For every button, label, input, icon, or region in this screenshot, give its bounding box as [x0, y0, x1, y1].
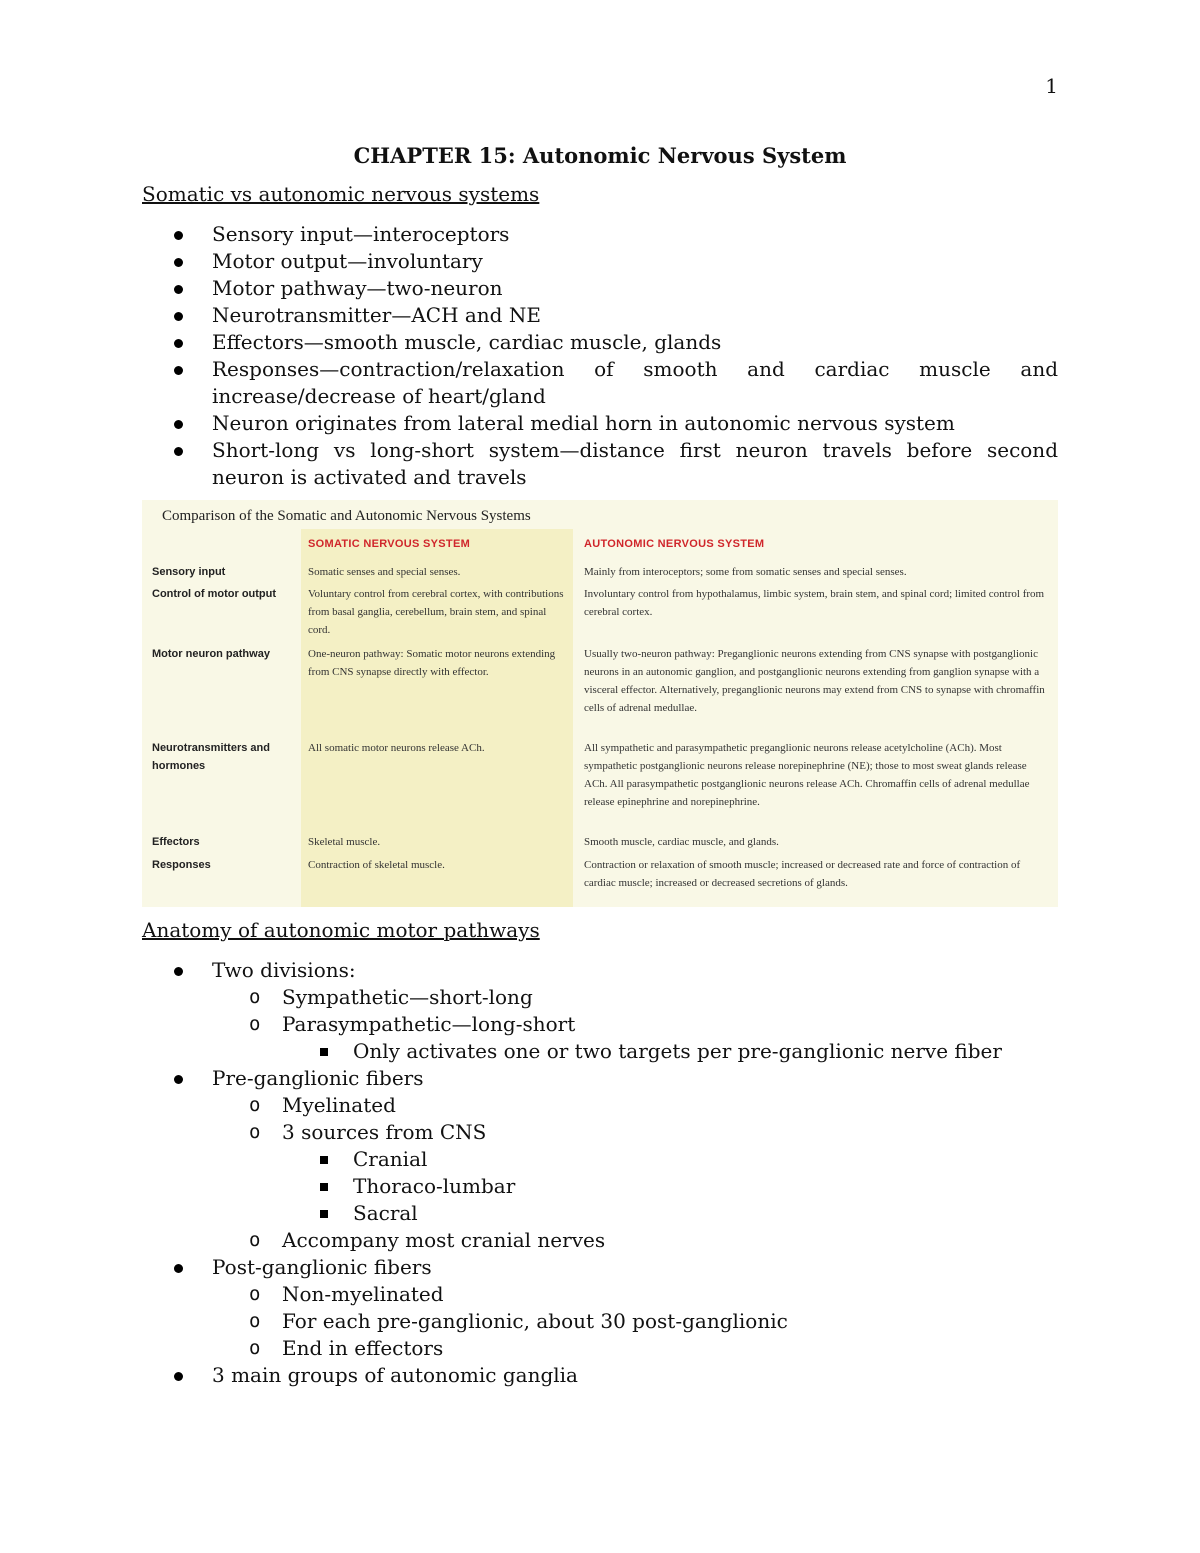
row-label: Sensory input	[152, 566, 226, 578]
list-item	[282, 1038, 1058, 1065]
square-bullet-icon	[320, 1210, 328, 1218]
bullet-icon	[174, 285, 183, 294]
list-item-text: Post-ganglionic fibers	[212, 1255, 432, 1279]
list-item	[142, 329, 1058, 356]
sublist	[212, 1092, 1058, 1254]
list-item-text: Parasympathetic—long-short	[282, 1012, 576, 1036]
autonomic-cell: All sympathetic and parasympathetic preganglionic neurons release acetylcholine (ACh). Most sympathetic postganglionic neurons release norepinephrine (NE); those to most sweat glands release ACh. All parasympathetic postganglionic neurons release ACh. Chromaffin cells of adrenal medullae release epinephrine and norepinephrine.	[584, 742, 1030, 808]
list-item-text: Thoraco-lumbar	[353, 1174, 516, 1198]
list-item	[142, 1254, 1058, 1362]
bullet-icon	[174, 231, 183, 240]
list-item	[142, 437, 1058, 491]
square-bullet-icon	[320, 1183, 328, 1191]
list-item	[142, 302, 1058, 329]
list-item-text: 3 sources from CNS	[282, 1120, 487, 1144]
list-item	[212, 1092, 1058, 1119]
autonomic-cell: Contraction or relaxation of smooth muscle; increased or decreased rate and force of contraction of cardiac muscle; increased or decreased secretions of glands.	[584, 859, 1021, 889]
list-item	[212, 984, 1058, 1011]
anatomy-list	[142, 957, 1058, 1389]
list-item	[142, 248, 1058, 275]
circle-bullet-icon: o	[249, 1121, 261, 1143]
bullet-icon	[174, 967, 183, 976]
table-title: Comparison of the Somatic and Autonomic Nervous Systems	[162, 508, 531, 524]
list-item	[142, 410, 1058, 437]
list-item-text: Responses—contraction/relaxation of smooth and cardiac muscle and increase/decrease of heart/gland	[212, 357, 1058, 408]
autonomic-cell: Smooth muscle, cardiac muscle, and glands.	[584, 836, 779, 848]
list-item	[142, 275, 1058, 302]
list-item	[282, 1173, 1058, 1200]
somatic-vs-autonomic-list	[142, 221, 1058, 491]
list-item-text: End in effectors	[282, 1336, 444, 1360]
row-label: Neurotransmitters and hormones	[152, 742, 270, 772]
row-label: Responses	[152, 859, 211, 871]
page-title: CHAPTER 15: Autonomic Nervous System	[353, 143, 847, 168]
list-item-text: Short-long vs long-short system—distance first neuron travels before second neuron is activated and travels	[212, 438, 1058, 489]
list-item-text: 3 main groups of autonomic ganglia	[212, 1363, 578, 1387]
autonomic-cell: Usually two-neuron pathway: Preganglionic neurons extending from CNS synapse with postganglionic neurons in an autonomic ganglion, and postganglionic neurons extending from ganglion synapse with a visceral effector. Alternatively, preganglionic neurons may extend from CNS to synapse with chromaffin cells of adrenal medullae.	[584, 648, 1045, 714]
bullet-icon	[174, 366, 183, 375]
list-item	[142, 1065, 1058, 1254]
list-item-text: Motor pathway—two-neuron	[212, 276, 503, 300]
list-item	[142, 1362, 1058, 1389]
list-item	[212, 1119, 1058, 1227]
circle-bullet-icon: o	[249, 1283, 261, 1305]
somatic-cell: Voluntary control from cerebral cortex, with contributions from basal ganglia, cerebellum, brain stem, and spinal cord.	[308, 588, 564, 636]
sublist	[212, 1281, 1058, 1362]
list-item-text: Only activates one or two targets per pre-ganglionic nerve fiber	[353, 1039, 1002, 1063]
row-label: Motor neuron pathway	[152, 648, 270, 660]
circle-bullet-icon: o	[249, 1337, 261, 1359]
page-number: 1	[1045, 74, 1058, 98]
list-item-text: Sympathetic—short-long	[282, 985, 533, 1009]
row-label: Effectors	[152, 836, 200, 848]
list-item-text: Accompany most cranial nerves	[282, 1228, 606, 1252]
list-item-text: Cranial	[353, 1147, 428, 1171]
circle-bullet-icon: o	[249, 1094, 261, 1116]
autonomic-cell: Involuntary control from hypothalamus, limbic system, brain stem, and spinal cord; limited control from cerebral cortex.	[584, 588, 1045, 618]
somatic-cell: Skeletal muscle.	[308, 836, 381, 848]
list-item	[142, 356, 1058, 410]
somatic-cell: Contraction of skeletal muscle.	[308, 859, 445, 871]
section-heading-anatomy: Anatomy of autonomic motor pathways	[142, 918, 540, 942]
list-item	[212, 1011, 1058, 1065]
list-item-text: Sacral	[353, 1201, 418, 1225]
list-item-text: Neurotransmitter—ACH and NE	[212, 303, 541, 327]
sublist	[212, 984, 1058, 1065]
list-item-text: Myelinated	[282, 1093, 396, 1117]
list-item	[142, 221, 1058, 248]
list-item	[282, 1146, 1058, 1173]
list-item	[212, 1227, 1058, 1254]
bullet-icon	[174, 339, 183, 348]
list-item	[212, 1335, 1058, 1362]
square-bullet-icon	[320, 1156, 328, 1164]
sublist	[282, 1038, 1058, 1065]
bullet-icon	[174, 1264, 183, 1273]
column-header-autonomic: AUTONOMIC NERVOUS SYSTEM	[584, 538, 765, 550]
somatic-cell: Somatic senses and special senses.	[308, 566, 461, 578]
list-item-text: Effectors—smooth muscle, cardiac muscle, glands	[212, 330, 722, 354]
circle-bullet-icon: o	[249, 1229, 261, 1251]
list-item-text: Non-myelinated	[282, 1282, 444, 1306]
bullet-icon	[174, 312, 183, 321]
column-header-somatic: SOMATIC NERVOUS SYSTEM	[308, 538, 471, 550]
comparison-table-figure	[142, 500, 1058, 907]
circle-bullet-icon: o	[249, 1310, 261, 1332]
list-item-text: Pre-ganglionic fibers	[212, 1066, 424, 1090]
circle-bullet-icon: o	[249, 1013, 261, 1035]
list-item	[142, 957, 1058, 1065]
list-item-text: For each pre-ganglionic, about 30 post-ganglionic	[282, 1309, 788, 1333]
bullet-icon	[174, 447, 183, 456]
list-item-text: Neuron originates from lateral medial horn in autonomic nervous system	[212, 411, 955, 435]
list-item-text: Two divisions:	[212, 958, 356, 982]
sublist	[282, 1146, 1058, 1227]
bullet-icon	[174, 258, 183, 267]
bullet-icon	[174, 1372, 183, 1381]
somatic-cell: All somatic motor neurons release ACh.	[308, 742, 485, 754]
row-label: Control of motor output	[152, 588, 277, 600]
circle-bullet-icon: o	[249, 986, 261, 1008]
section-heading-somatic-vs-autonomic: Somatic vs autonomic nervous systems	[142, 182, 540, 206]
somatic-cell: One-neuron pathway: Somatic motor neurons extending from CNS synapse directly with effector.	[308, 648, 556, 678]
list-item	[282, 1200, 1058, 1227]
bullet-icon	[174, 1075, 183, 1084]
list-item	[212, 1308, 1058, 1335]
autonomic-cell: Mainly from interoceptors; some from somatic senses and special senses.	[584, 566, 907, 578]
list-item	[212, 1281, 1058, 1308]
list-item-text: Sensory input—interoceptors	[212, 222, 510, 246]
bullet-icon	[174, 420, 183, 429]
square-bullet-icon	[320, 1048, 328, 1056]
list-item-text: Motor output—involuntary	[212, 249, 483, 273]
